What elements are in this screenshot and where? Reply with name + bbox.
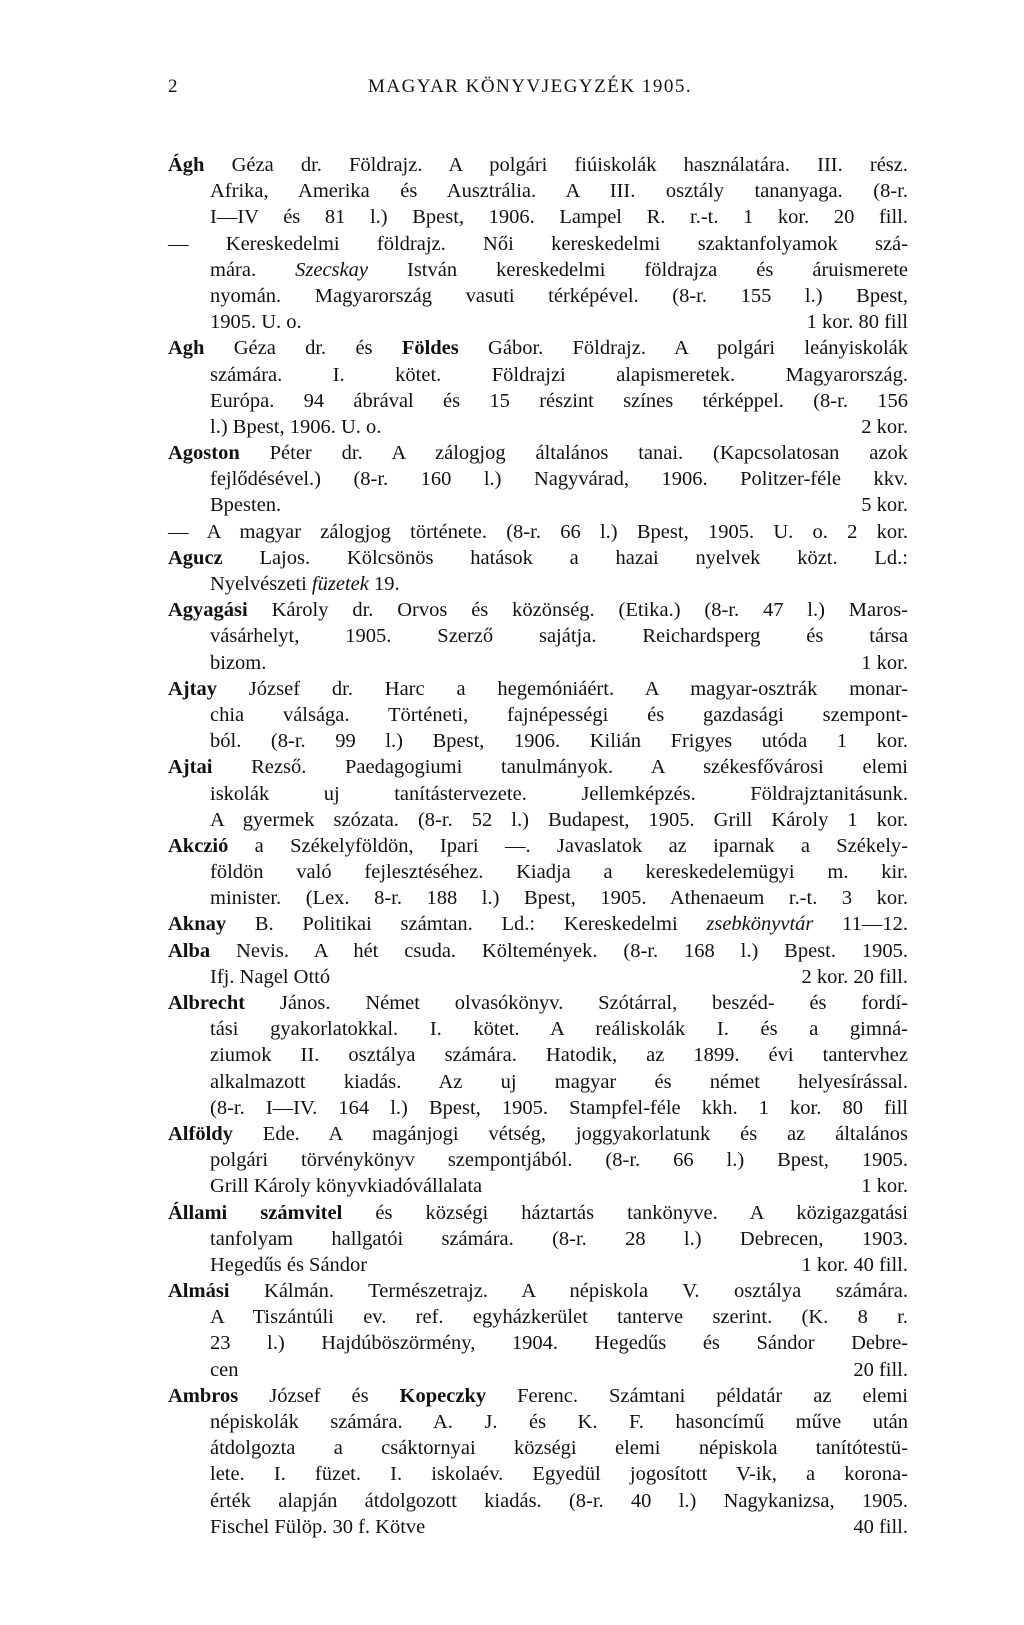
entry-text: érték alapján átdolgozott kiadás. (8-r. 40 l.) Nagykanizsa, 1905.	[210, 1489, 908, 1512]
author-headword: Alföldy	[168, 1122, 233, 1145]
catalog-entry	[168, 440, 908, 519]
entry-text: A gyermek szózata. (8-r. 52 l.) Budapest, 1905. Grill Károly 1 kor.	[210, 808, 908, 831]
entry-text: Grill Károly könyvkiadóvállalata	[210, 1175, 483, 1198]
entry-line	[168, 1173, 908, 1199]
entry-line	[168, 754, 908, 780]
catalog-entry	[168, 990, 908, 1121]
entry-line	[168, 1226, 908, 1252]
entry-line	[168, 885, 908, 911]
entry-line	[168, 571, 908, 597]
entry-text: népiskolák számára. A. J. és K. F. hasoncímű műve után	[210, 1411, 908, 1433]
price: 1 kor.	[861, 651, 908, 674]
entry-line	[168, 938, 908, 964]
entry-line	[168, 1016, 908, 1042]
entry-text: polgári törvénykönyv szempontjából. (8-r. 66 l.) Bpest, 1905.	[210, 1149, 908, 1172]
catalog-entry	[168, 1121, 908, 1200]
entry-line	[168, 1200, 908, 1226]
author-headword: Agyagási	[168, 599, 248, 622]
entry-text: Károly dr. Orvos és közönség. (Etika.) (8-r. 47 l.) Maros-	[247, 599, 908, 622]
entry-text-rest: Gábor. Földrajz. A polgári leányiskolák	[458, 337, 909, 360]
entry-text: átdolgozta a csáktornyai községi elemi népiskola tanítótestü-	[210, 1437, 908, 1460]
entry-text: 1905. U. o.	[210, 311, 302, 334]
entry-line	[168, 519, 908, 545]
entry-line	[168, 1069, 908, 1095]
entry-line	[168, 1304, 908, 1330]
entry-text: bizom.	[210, 651, 267, 674]
catalog-entry	[168, 1278, 908, 1383]
entry-text: A Tiszántúli ev. ref. egyházkerület tanterve szerint. (K. 8 r.	[210, 1306, 908, 1329]
entry-text: — Kereskedelmi földrajz. Női kereskedelmi szaktanfolyamok szá-	[168, 232, 908, 255]
entry-text: Géza dr. Földrajz. A polgári fiúiskolák használatára. III. rész.	[204, 154, 908, 176]
catalog-entry	[168, 1200, 908, 1279]
entry-line	[168, 335, 908, 361]
entry-text: Nevis. A hét csuda. Költemények. (8-r. 168 l.) Bpest. 1905.	[210, 939, 908, 962]
coauthor-headword: Földes	[401, 337, 459, 360]
entry-text: lete. I. füzet. I. iskolaév. Egyedül jogosított V-ik, a korona-	[210, 1463, 908, 1486]
entry-line	[168, 1409, 908, 1435]
entry-text: ziumok II. osztálya számára. Hatodik, az 1899. évi tantervhez	[210, 1044, 908, 1067]
entry-text: nyomán. Magyarország vasuti térképével. (8-r. 155 l.) Bpest,	[210, 284, 908, 307]
entry-text-rest: Ferenc. Számtani példatár az elemi	[486, 1384, 908, 1407]
entry-line	[168, 309, 908, 335]
entry-line	[168, 1514, 908, 1540]
entry-line	[168, 545, 908, 571]
catalog-entry	[168, 545, 908, 597]
bibliography-entries	[168, 152, 908, 1540]
author-headword: Alba	[168, 939, 211, 962]
entry-text: János. Német olvasókönyv. Szótárral, beszéd- és fordí-	[245, 992, 908, 1014]
catalog-entry	[168, 938, 908, 990]
entry-text: Péter dr. A zálogjog általános tanai. (Kapcsolatosan azok	[239, 442, 908, 465]
entry-line	[168, 1357, 908, 1383]
entry-text: Hegedűs és Sándor	[210, 1253, 368, 1276]
price: 40 fill.	[853, 1515, 908, 1538]
entry-line	[168, 728, 908, 754]
author-headword: Ajtay	[168, 677, 217, 700]
entry-line	[168, 781, 908, 807]
entry-line	[168, 702, 908, 728]
entry-text: földön való fejlesztéséhez. Kiadja a kereskedelemügyi m. kir.	[210, 861, 908, 884]
author-headword: Almási	[168, 1280, 230, 1303]
author-headword: Albrecht	[168, 992, 246, 1014]
entry-line	[168, 833, 908, 859]
entry-text: minister. (Lex. 8-r. 188 l.) Bpest, 1905. Athenaeum r.-t. 3 kor.	[210, 887, 908, 910]
catalog-entry	[168, 597, 908, 676]
author-headword: Aknay	[168, 913, 227, 936]
entry-line	[168, 964, 908, 990]
entry-text: Lajos. Kölcsönös hatások a hazai nyelvek közt. Ld.:	[222, 546, 908, 569]
entry-line	[168, 362, 908, 388]
entry-text: ból. (8-r. 99 l.) Bpest, 1906. Kilián Frigyes utóda 1 kor.	[210, 730, 908, 753]
entry-text: I—IV és 81 l.) Bpest, 1906. Lampel R. r.-t. 1 kor. 20 fill.	[210, 206, 908, 229]
entry-text-rest: István kereskedelmi földrajza és áruismerete	[367, 258, 908, 281]
entry-line	[168, 1042, 908, 1068]
catalog-entry	[168, 1383, 908, 1540]
entry-text: József és	[238, 1384, 400, 1407]
entry-line	[168, 1095, 908, 1121]
entry-text: (8-r. I—IV. 164 l.) Bpest, 1905. Stampfel-féle kkh. 1 kor. 80 fill	[210, 1096, 908, 1119]
entry-text-rest: 19.	[368, 573, 400, 595]
author-headword: Ágh	[168, 154, 205, 176]
entry-text-rest: 11—12.	[813, 913, 908, 936]
entry-text: fejlődésével.) (8-r. 160 l.) Nagyvárad, 1906. Politzer-féle kkv.	[210, 468, 908, 491]
catalog-entry	[168, 335, 908, 440]
entry-line	[168, 676, 908, 702]
entry-text: l.) Bpest, 1906. U. o.	[210, 415, 382, 438]
entry-text: Kálmán. Természetrajz. A népiskola V. osztálya számára.	[229, 1280, 908, 1303]
author-headword: Állami számvitel	[168, 1201, 343, 1224]
entry-line	[168, 1147, 908, 1173]
entry-text: tási gyakorlatokkal. I. kötet. A reáliskolák I. és a gimná-	[210, 1018, 908, 1041]
entry-text: B. Politikai számtan. Ld.: Kereskedelmi	[226, 913, 707, 936]
author-headword: Agh	[168, 337, 205, 360]
entry-text: Fischel Fülöp. 30 f. Kötve	[210, 1515, 426, 1538]
entry-text: Nyelvészeti	[210, 573, 312, 595]
entry-line	[168, 807, 908, 833]
entry-line	[168, 1383, 908, 1409]
entry-line	[168, 257, 908, 283]
author-headword: Ambros	[168, 1384, 239, 1407]
catalog-entry	[168, 833, 908, 912]
entry-text: a Székelyföldön, Ipari —. Javaslatok az iparnak a Székely-	[228, 834, 908, 857]
entry-text: Ifj. Nagel Ottó	[210, 965, 331, 988]
catalog-entry	[168, 754, 908, 833]
entry-text: — A magyar zálogjog története. (8-r. 66 l.) Bpest, 1905. U. o. 2 kor.	[168, 520, 908, 543]
entry-text: vásárhelyt, 1905. Szerző sajátja. Reichardsperg és társa	[210, 625, 908, 648]
entry-line	[168, 178, 908, 204]
author-headword: Agoston	[168, 442, 240, 465]
entry-text: Ede. A magánjogi vétség, joggyakorlatunk és az általános	[232, 1122, 908, 1145]
entry-line	[168, 466, 908, 492]
series-title: zsebkönyvtár	[706, 913, 814, 936]
entry-line	[168, 1278, 908, 1304]
entry-text: chia válsága. Történeti, fajnépességi és gazdasági szempont-	[210, 703, 908, 726]
entry-text: és községi háztartás tankönyve. A közigazgatási	[342, 1201, 908, 1224]
entry-text: Európa. 94 ábrával és 15 részint színes térképpel. (8-r. 156	[210, 389, 908, 412]
entry-line	[168, 492, 908, 518]
entry-text: számára. I. kötet. Földrajzi alapismeretek. Magyarország.	[210, 363, 908, 386]
entry-line	[168, 597, 908, 623]
entry-text: tanfolyam hallgatói számára. (8-r. 28 l.) Debrecen, 1903.	[210, 1227, 908, 1250]
entry-line	[168, 231, 908, 257]
catalog-entry	[168, 519, 908, 545]
entry-line	[168, 283, 908, 309]
catalog-entry	[168, 676, 908, 755]
entry-line	[168, 911, 908, 937]
entry-text: iskolák uj tanítástervezete. Jellemképzés. Földrajztanitásunk.	[210, 782, 908, 805]
series-title: füzetek	[311, 573, 369, 595]
entry-line	[168, 990, 908, 1016]
entry-text: Géza dr. és	[204, 337, 402, 360]
price: 1 kor. 40 fill.	[801, 1253, 908, 1276]
entry-line	[168, 623, 908, 649]
catalog-entry	[168, 231, 908, 336]
entry-line	[168, 414, 908, 440]
entry-line	[168, 204, 908, 230]
entry-text: mára.	[210, 258, 296, 281]
catalog-entry	[168, 152, 908, 231]
entry-line	[168, 1435, 908, 1461]
entry-line	[168, 1488, 908, 1514]
entry-text: cen	[210, 1358, 239, 1381]
entry-line	[168, 1461, 908, 1487]
entry-line	[168, 388, 908, 414]
entry-line	[168, 440, 908, 466]
entry-line	[168, 1121, 908, 1147]
page-number: 2	[168, 76, 178, 97]
entry-line	[168, 650, 908, 676]
entry-line	[168, 1330, 908, 1356]
entry-text: Afrika, Amerika és Ausztrália. A III. osztály tananyaga. (8-r.	[210, 180, 908, 203]
entry-line	[168, 859, 908, 885]
entry-line	[168, 1252, 908, 1278]
entry-text: Bpesten.	[210, 494, 282, 517]
entry-text: 23 l.) Hajdúböszörmény, 1904. Hegedűs és Sándor Debre-	[210, 1332, 908, 1355]
entry-text: József dr. Harc a hegemóniáért. A magyar-osztrák monar-	[216, 677, 908, 700]
series-title: Szecskay	[295, 258, 368, 281]
author-headword: Agucz	[168, 546, 223, 569]
entry-text: Rezső. Paedagogiumi tanulmányok. A székesfővárosi elemi	[212, 756, 908, 779]
price: 1 kor.	[861, 1175, 908, 1198]
catalog-entry	[168, 911, 908, 937]
coauthor-headword: Kopeczky	[399, 1384, 487, 1407]
entry-line	[168, 152, 908, 178]
running-title: MAGYAR KÖNYVJEGYZÉK 1905.	[368, 76, 693, 97]
author-headword: Ajtai	[168, 756, 213, 779]
price: 5 kor.	[861, 494, 908, 517]
price: 20 fill.	[853, 1358, 908, 1381]
author-headword: Akczió	[168, 834, 229, 857]
running-head	[168, 76, 868, 106]
price: 1 kor. 80 fill	[806, 311, 908, 334]
entry-text: alkalmazott kiadás. Az uj magyar és német helyesírással.	[210, 1070, 908, 1093]
price: 2 kor.	[861, 415, 908, 438]
price: 2 kor. 20 fill.	[801, 965, 908, 988]
